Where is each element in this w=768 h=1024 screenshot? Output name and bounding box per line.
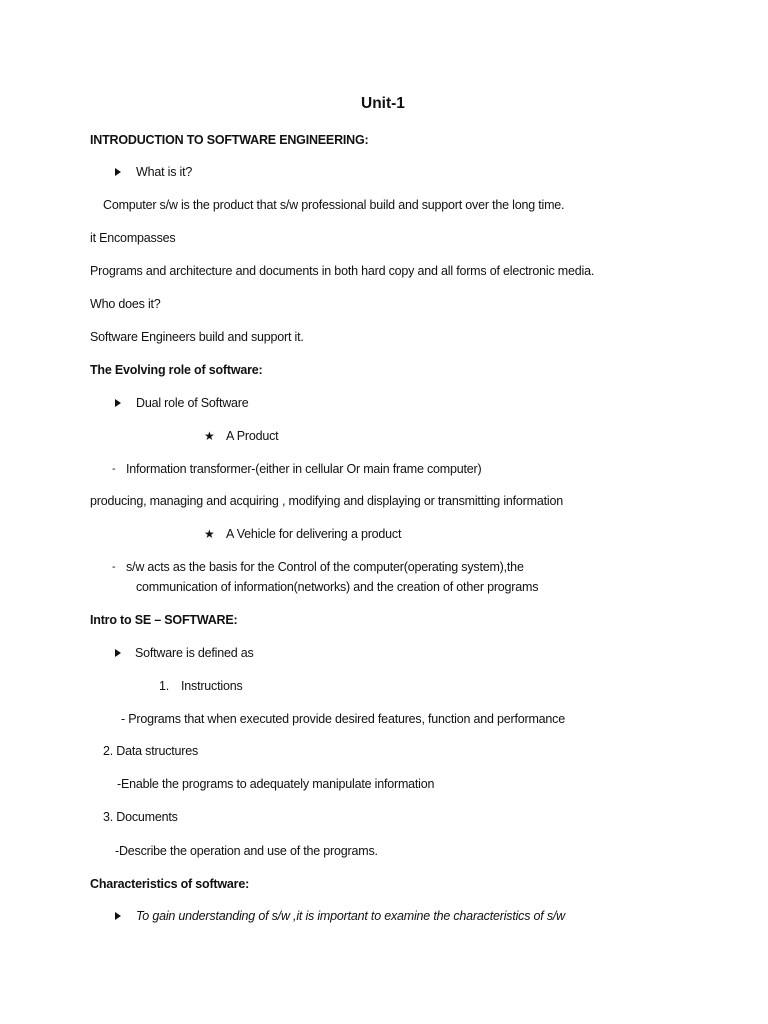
information-transformer-text: Information transformer-(either in cellular Or main frame computer) <box>126 462 482 476</box>
star-bullet-icon: ★ <box>204 429 215 443</box>
programs-architecture-text: Programs and architecture and documents in both hard copy and all forms of electronic media. <box>90 264 595 278</box>
triangle-bullet-icon <box>115 399 121 407</box>
software-engineers-text: Software Engineers build and support it. <box>90 330 304 344</box>
triangle-bullet-icon <box>115 649 121 657</box>
intro-heading: INTRODUCTION TO SOFTWARE ENGINEERING: <box>90 133 369 147</box>
triangle-bullet-icon <box>115 912 121 920</box>
page-title: Unit-1 <box>361 95 405 112</box>
intro-se-heading: Intro to SE – SOFTWARE: <box>90 613 238 627</box>
vehicle-text: A Vehicle for delivering a product <box>226 527 402 541</box>
documents-description: -Describe the operation and use of the programs. <box>115 844 378 858</box>
computer-sw-text: Computer s/w is the product that s/w professional build and support over the long time. <box>103 198 565 212</box>
encompasses-text: it Encompasses <box>90 231 176 245</box>
instructions-text: Instructions <box>181 679 243 693</box>
sw-acts-line-1: s/w acts as the basis for the Control of the computer(operating system),the <box>126 560 524 574</box>
producing-text: producing, managing and acquiring , modifying and displaying or transmitting information <box>90 494 563 508</box>
data-structures-text: 2. Data structures <box>103 744 199 758</box>
gain-understanding-text: To gain understanding of s/w ,it is important to examine the characteristics of s/w <box>136 909 565 923</box>
list-number-one: 1. <box>159 679 170 693</box>
a-product-text: A Product <box>226 429 279 443</box>
documents-text: 3. Documents <box>103 810 178 824</box>
star-bullet-icon: ★ <box>204 527 215 541</box>
dual-role-text: Dual role of Software <box>136 396 249 410</box>
characteristics-heading: Characteristics of software: <box>90 877 250 891</box>
who-does-it-text: Who does it? <box>90 297 161 311</box>
evolving-role-heading: The Evolving role of software: <box>90 363 263 377</box>
dash-marker: - <box>112 463 116 475</box>
triangle-bullet-icon <box>115 168 121 176</box>
software-defined-text: Software is defined as <box>135 646 254 660</box>
dash-marker: - <box>112 561 116 573</box>
data-structures-description: -Enable the programs to adequately manipulate information <box>117 777 435 791</box>
sw-acts-line-2: communication of information(networks) and the creation of other programs <box>136 580 539 594</box>
instructions-description: - Programs that when executed provide desired features, function and performance <box>121 712 565 726</box>
what-is-it-text: What is it? <box>136 165 193 179</box>
